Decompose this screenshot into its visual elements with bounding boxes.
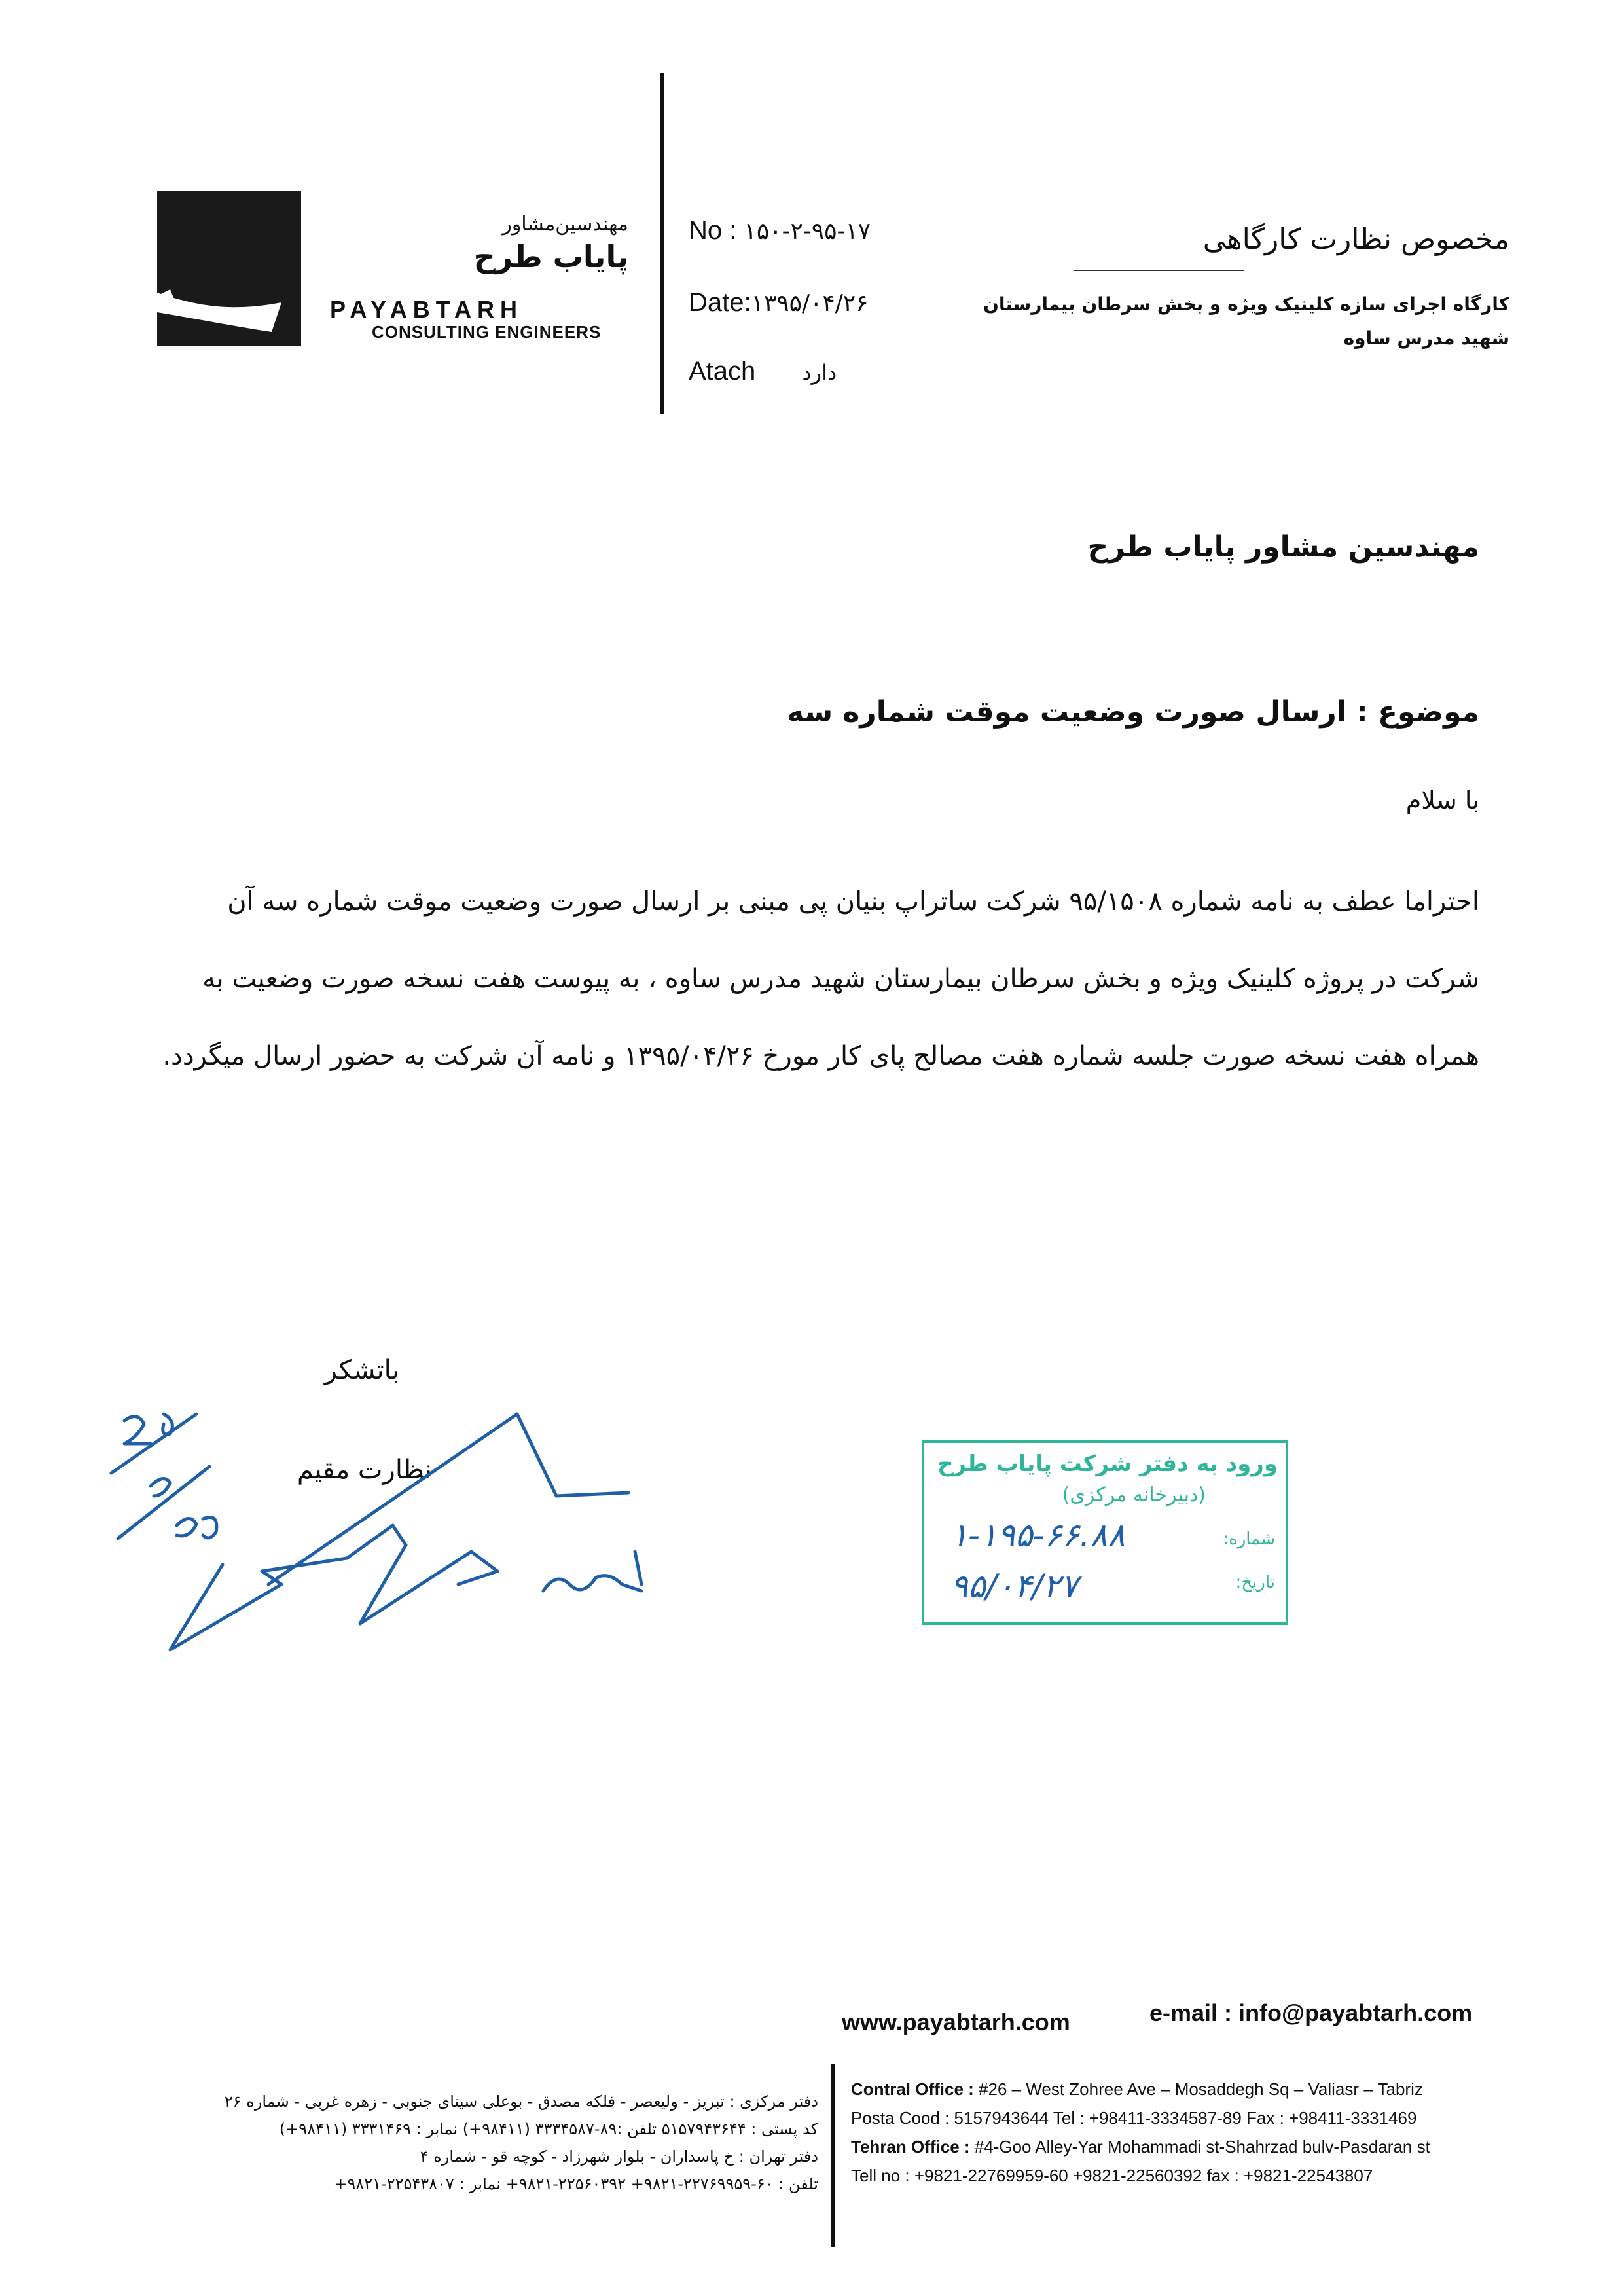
letter-date-value: ۱۳۹۵/۰۴/۲۶ <box>751 290 869 317</box>
footer-en-line <box>851 2079 1423 2100</box>
department-title: مخصوص نظارت کارگاهی <box>1202 223 1509 256</box>
logo-fa-name: پایاب طرح <box>473 239 628 274</box>
footer-en-label: Contral Office : <box>851 2079 974 2099</box>
footer-en-text: Posta Cood : 5157943644 Tel : +98411-3334587-89 Fax : +98411-3331469 <box>851 2108 1417 2128</box>
stamp-number-label: شماره: <box>1223 1529 1275 1549</box>
closing: باتشکر <box>324 1355 399 1385</box>
department-underline <box>1074 270 1244 271</box>
letter-attachment <box>689 357 837 386</box>
letter-number-value: ۱۵۰-۲-۹۵-۱۷ <box>744 218 871 245</box>
department-subtitle-1: کارگاه اجرای سازه کلینیک ویژه و بخش سرطان بیمارستان <box>983 293 1509 315</box>
stamp-number-value: ۱-۱۹۵-۶۶.۸۸ <box>950 1516 1125 1554</box>
department-subtitle-2: شهید مدرس ساوه <box>1343 327 1509 349</box>
received-stamp <box>922 1440 1288 1625</box>
logo-fa-caption: مهندسین‌مشاور <box>502 213 628 236</box>
footer-divider <box>831 2064 835 2247</box>
stamp-date-label: تاریخ: <box>1235 1573 1275 1592</box>
logo-en-subtitle: CONSULTING ENGINEERS <box>372 322 602 342</box>
attachment-label: Atach <box>689 357 756 386</box>
letter-number <box>689 216 871 246</box>
footer-en-line <box>851 2137 1430 2157</box>
footer-en-text: #26 – West Zohree Ave – Mosaddegh Sq – Valiasr – Tabriz <box>973 2079 1423 2099</box>
company-logo <box>157 191 301 346</box>
stamp-date-value: ۹۵/۰۴/۲۷ <box>950 1567 1078 1605</box>
letter-date-label: Date: <box>689 288 751 317</box>
header-divider <box>660 73 664 414</box>
footer-en-label: Tehran Office : <box>851 2137 970 2157</box>
letter-date <box>689 288 869 318</box>
footer-fa-line: کد پستی : ۵۱۵۷۹۴۳۶۴۴ تلفن :۸۹-۳۳۳۴۵۸۷ (۹۸۴۱۱+) نمابر : ۳۳۳۱۴۶۹ (۹۸۴۱۱+) <box>279 2120 818 2138</box>
footer-en-text: #4-Goo Alley-Yar Mohammadi st-Shahrzad bulv-Pasdaran st <box>969 2137 1430 2157</box>
website-link[interactable]: www.payabtarh.com <box>842 2009 1070 2035</box>
signatory-title: نظارت مقیم <box>297 1455 432 1485</box>
letter-number-label: No : <box>689 216 737 245</box>
attachment-value: دارد <box>802 360 837 385</box>
footer-en-line <box>851 2108 1416 2128</box>
logo-en-name: PAYABTARH <box>330 296 524 323</box>
footer-fa-line: دفتر مرکزی : تبریز - ولیعصر - فلکه مصدق - بوعلی سینای جنوبی - زهره غربی - شماره ۲۶ <box>224 2092 818 2111</box>
handwritten-signature <box>98 1375 687 1715</box>
recipient: مهندسین مشاور پایاب طرح <box>1087 530 1479 564</box>
email-link[interactable]: e-mail : info@payabtarh.com <box>1149 1999 1473 2026</box>
footer-en-text: Tell no : +9821-22769959-60 +9821-22560392 fax : +9821-22543807 <box>851 2166 1373 2185</box>
letter-body: احتراما عطف به نامه شماره ۹۵/۱۵۰۸ شرکت ساتراپ بنیان پی مبنی بر ارسال صورت وضعیت موقت شماره سه آن شرکت در پروژه کلینیک ویژه و بخش سرطان بیمارستان شهید مدرس ساوه ، به پیوست هفت نسخه صورت وضعیت به همراه هفت نسخه صورت جلسه شماره هفت مصالح پای کار مورخ ۱۳۹۵/۰۴/۲۶ و نامه آن شرکت به حضور ارسال میگردد. <box>162 886 1479 1071</box>
footer-fa-line: تلفن : ۶۰-۲۲۷۶۹۹۵۹-۹۸۲۱+ ۲۲۵۶۰۳۹۲-۹۸۲۱+ نمابر : ۲۲۵۴۳۸۰۷-۹۸۲۱+ <box>334 2175 818 2193</box>
stamp-subtitle: (دبیرخانه مرکزی) <box>1062 1484 1206 1506</box>
subject: موضوع : ارسال صورت وضعیت موقت شماره سه <box>787 695 1479 729</box>
greeting: با سلام <box>1405 786 1479 814</box>
footer-fa-line: دفتر تهران : خ پاسداران - بلوار شهرزاد - کوچه قو - شماره ۴ <box>420 2147 818 2166</box>
footer-en-line <box>851 2166 1373 2186</box>
stamp-title: ورود به دفتر شرکت پایاب طرح <box>937 1451 1278 1477</box>
